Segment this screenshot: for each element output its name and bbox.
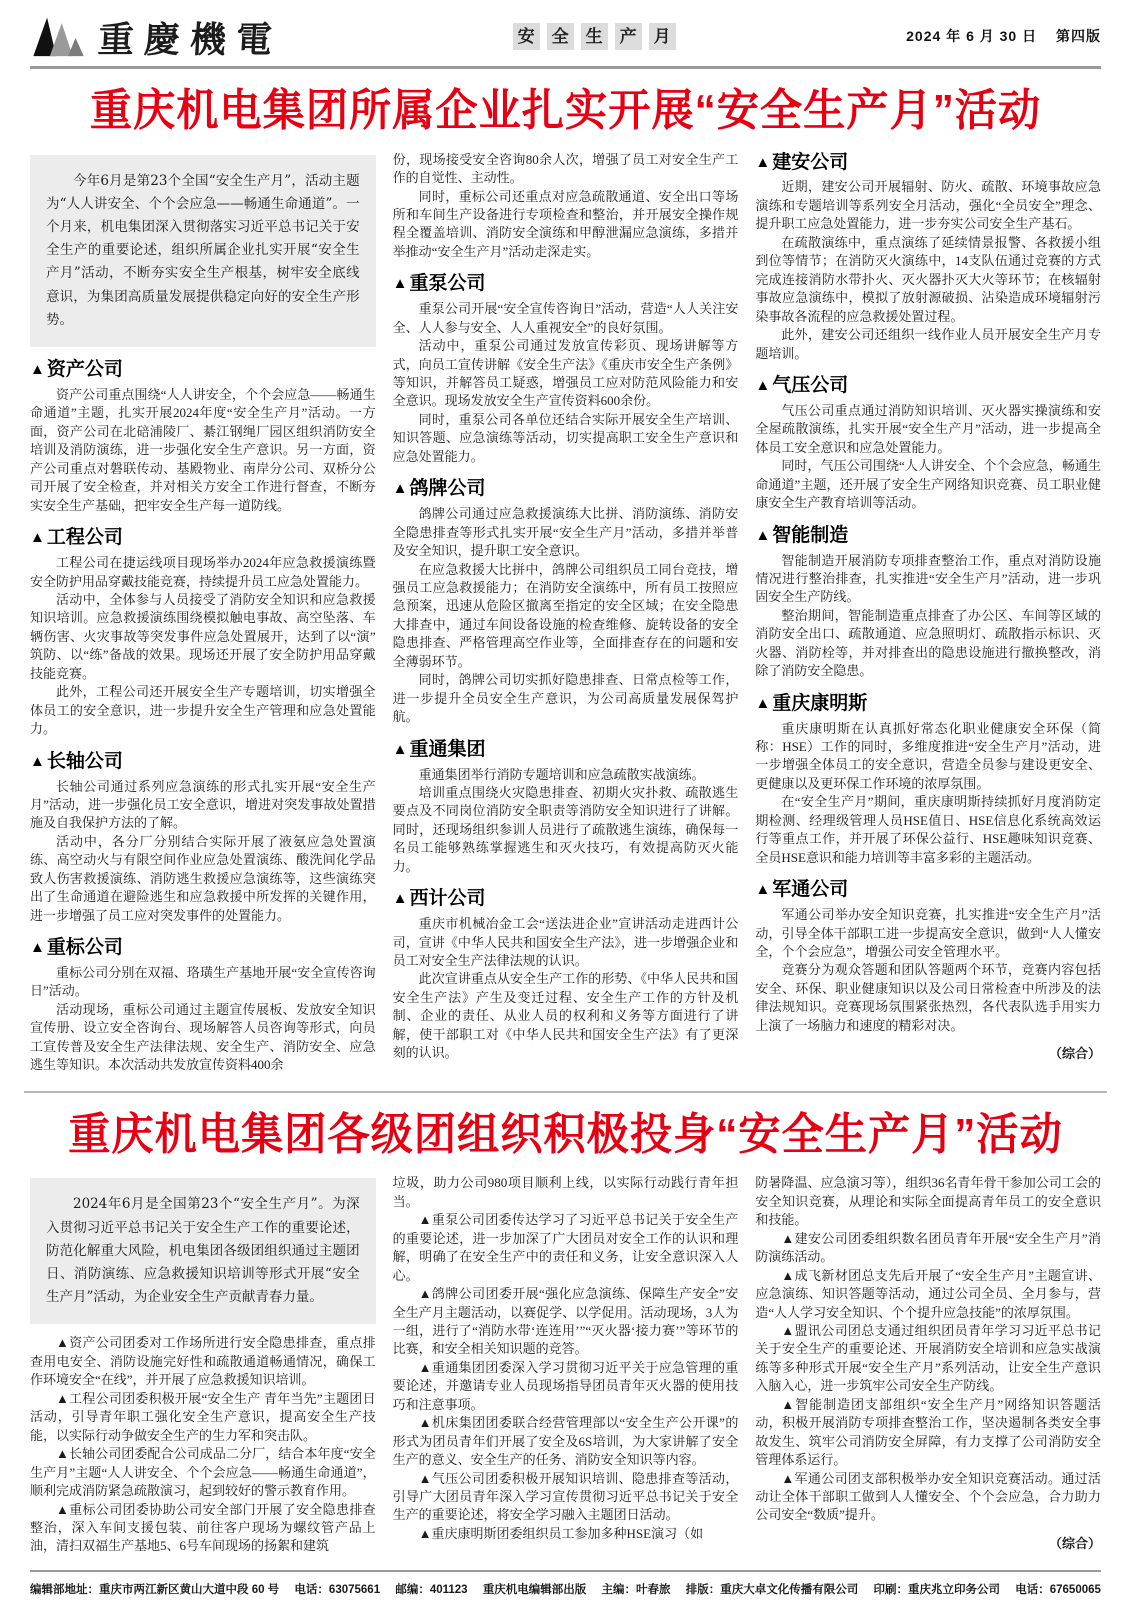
article-1-column-2: [393, 151, 739, 1075]
paragraph: 活动中，全体参与人员接受了消防安全知识和应急救援知识培训。应急救援演练围绕模拟触电事故、高空坠落、车辆伤害、火灾事故等突发事件应急处置展开，达到了以“演”筑防、以“练”备战的效果。现场还开展了安全防护用品穿戴技能竞赛。: [30, 591, 376, 681]
article-2-intro-box: [30, 1178, 376, 1324]
section-title: ▲ 重通集团: [392, 738, 486, 760]
paragraph: 重通集团举行消防专题培训和应急疏散实战演练。: [418, 766, 705, 782]
news-item: ▲气压公司团委积极开展知识培训、隐患排查等活动，引导广大团员青年深入学习宣传贯彻习近平总书记关于安全生产的重要论述，将安全学习融入主题团日活动。: [392, 1470, 739, 1523]
triangle-marker-icon: ▲: [755, 694, 771, 712]
news-item: ▲重通集团团委深入学习贯彻习近平关于应急管理的重要论述，并邀请专业人员现场指导团员青年灭火器的使用技巧和注意事项。: [392, 1359, 739, 1412]
page-footer: [30, 1570, 1101, 1597]
triangle-marker-icon: ▲: [392, 480, 408, 498]
paragraph: 近期，建安公司开展辐射、防火、疏散、环境事故应急演练和专题培训等系列安全月活动，强化“全员安全”理念、提升职工应急处置能力，进一步夯实公司安全生产基石。: [755, 179, 1102, 232]
news-item: 垃圾，助力公司980项目顺利上线，以实际行动践行青年担当。: [392, 1175, 739, 1209]
section-title: ▲ 工程公司: [30, 527, 123, 549]
paragraph: 同时，重标公司还重点对应急疏散通道、安全出口等场所和车间生产设备进行专项检查和整治，并开展安全操作规程全覆盖培训、消防安全演练和甲醇泄漏应急演练，多措并举推动“安全生产月”活动走深走实。: [392, 188, 739, 259]
triangle-marker-icon: ▲: [30, 939, 45, 957]
news-item: ▲资产公司团委对工作场所进行安全隐患排查，重点排查用电安全、消防设施完好性和疏散通道畅通情况，确保工作环境安全“在线”，并开展了应急救援知识培训。: [30, 1335, 376, 1388]
triangle-marker-icon: ▲: [30, 361, 45, 379]
triangle-marker-icon: ▲: [392, 740, 408, 758]
triangle-marker-icon: ▲: [755, 526, 771, 544]
footer-item: 电话：63075661: [294, 1583, 381, 1596]
paragraph: 智能制造开展消防专项排查整治工作，重点对消防设施情况进行整治排查，扎实推进“安全生产月”活动，进一步巩固安全生产防线。: [755, 552, 1102, 605]
issue-date: 2024 年 6 月 30 日: [906, 28, 1038, 44]
footer-item: 电话：67650065: [1015, 1583, 1101, 1596]
section-title: ▲ 鸽牌公司: [392, 478, 486, 500]
banner-char: 生: [581, 23, 608, 50]
byline: （综合）: [1049, 1046, 1102, 1062]
paragraph: 重庆康明斯在认真抓好常态化职业健康安全环保（简称：HSE）工作的同时，多维度推进“安全生产月”活动，进一步增强全体员工的安全意识，营造全员参与建设更安全、更健康以及更环保工作环境的浓厚氛围。: [755, 720, 1102, 791]
paragraph: 同时，重泵公司各单位还结合实际开展安全生产培训、知识答题、应急演练等活动，切实提高职工安全生产意识和应急处置能力。: [392, 411, 739, 464]
article-2-column-1: [30, 1174, 376, 1556]
section-title: ▲ 重庆康明斯: [755, 692, 868, 714]
triangle-marker-icon: ▲: [392, 275, 408, 293]
paragraph: 鸽牌公司通过应急救援演练大比拼、消防演练、消防安全隐患排查等形式扎实开展“安全生产月”活动，多措并举普及安全知识，提升职工安全意识。: [392, 506, 739, 559]
paragraph: 此次宣讲重点从安全生产工作的形势、《中华人民共和国安全生产法》产生及变迁过程、安全生产工作的方针及机制、企业的责任、从业人员的权利和义务等方面进行了讲解，使干部职工对《中华人民共和国安全生产法》有了更深刻的认识。: [392, 971, 739, 1061]
paragraph: 同时，气压公司围绕“人人讲安全、个个会应急，畅通生命通道”主题，还开展了安全生产网络知识竞赛、员工职业健康安全生产教育培训等活动。: [755, 458, 1102, 511]
intro-paragraph: 今年6月是第23个全国“安全生产月”，活动主题为“人人讲安全、个个会应急——畅通生命通道”。一个月来，机电集团深入贯彻落实习近平总书记关于安全生产的重要论述，组织所属企业扎实开展“安全生产月”活动，不断夯实安全生产根基，树牢安全底线意识，为集团高质量发展提供稳定向好的安全生产形势。: [46, 172, 360, 328]
paragraph: 资产公司重点围绕“人人讲安全，个个会应急——畅通生命通道”主题，扎实开展2024年度“安全生产月”活动。一方面，资产公司在北碚浦陵厂、綦江钢绳厂园区组织消防安全培训及消防演练，进一步强化安全生产意识。另一方面，资产公司重点对磐联传动、基殿物业、南岸分公司、双桥分公司开展了安全检查，并对相关方安全工作进行督查，不断夯实安全生产基础，把牢安全生产每一道防线。: [30, 387, 376, 513]
footer-item: 主编：叶春旅: [601, 1583, 671, 1596]
news-item: ▲军通公司团支部积极举办安全知识竞赛活动。通过活动让全体干部职工做到人人懂安全、个个会应急，合力助力公司安全“数质”提升。: [755, 1470, 1102, 1523]
section-title: ▲ 长轴公司: [30, 750, 123, 772]
news-item: ▲成飞新材团总支先后开展了“安全生产月”主题宣讲、应急演练、知识答题等活动，通过公司全员、全月参与，营造“人人学习安全知识、个个提升应急技能”的浓厚氛围。: [755, 1267, 1102, 1320]
paragraph: 气压公司重点通过消防知识培训、灭火器实操演练和安全屋疏散演练，扎实开展“安全生产月”活动，进一步提高全体员工安全意识和应急处置能力。: [755, 402, 1102, 455]
article-1-headline: 重庆机电集团所属企业扎实开展“安全生产月”活动: [89, 86, 1042, 135]
paragraph: 同时，鸽牌公司切实抓好隐患排查、日常点检等工作，进一步提升全员安全生产意识，为公司高质量发展保驾护航。: [392, 672, 739, 725]
paragraph: 整治期间，智能制造重点排查了办公区、车间等区域的消防安全出口、疏散通道、应急照明灯、疏散指示标识、灭火器、消防栓等，并对排查出的隐患设施进行撤换整改，消除了消防安全隐患。: [755, 607, 1102, 679]
paragraph: 活动中，重泵公司通过发放宣传彩页、现场讲解等方式，向员工宣传讲解《安全生产法》《重庆市安全生产条例》等知识，并解答员工疑惑，增强员工应对防范风险能力和安全意识。现场发放安全生产宣传资料600余份。: [392, 338, 739, 409]
banner-char: 安: [513, 23, 540, 50]
banner-char: 产: [615, 23, 642, 50]
article-2: [30, 1110, 1101, 1556]
paragraph: 此外，工程公司还开展安全生产专题培训，切实增强全体员工的安全意识，进一步提升安全生产管理和应急处置能力。: [30, 684, 376, 737]
paragraph: 在“安全生产月”期间，重庆康明斯持续抓好月度消防定期检测、经理级管理人员HSE值日、HSE信息化系统高效运行等重点工作，并开展了环保公益行、HSE趣味知识竞赛、全员HSE意识和能力培训等丰富多彩的主题活动。: [755, 794, 1102, 865]
section-title: ▲ 资产公司: [30, 359, 123, 381]
section-title: ▲ 建安公司: [755, 151, 849, 173]
paragraph: 重庆市机械冶金工会“送法进企业”宣讲活动走进西计公司，宣讲《中华人民共和国安全生产法》，进一步增强企业和员工对安全生产法律法规的认识。: [392, 916, 739, 969]
byline: （综合）: [1049, 1535, 1102, 1551]
news-item: ▲机床集团团委联合经营管理部以“安全生产公开课”的形式为团员青年们开展了安全及6S培训，为大家讲解了安全生产的意义、安全生产的任务、消防安全知识等内容。: [392, 1415, 739, 1468]
paragraph: 竞赛分为观众答题和团队答题两个环节，竞赛内容包括安全、环保、职业健康知识以及公司日常检查中所涉及的法律法规知识。竞赛现场氛围紧张热烈，各代表队选手用实力上演了一场脑力和速度的精彩对决。: [755, 962, 1102, 1033]
masthead-title: 重慶機電: [96, 19, 284, 61]
masthead: [30, 14, 284, 61]
paragraph: 重泵公司开展“安全宣传咨询日”活动，营造“人人关注安全、人人参与安全、人人重视安全”的良好氛围。: [392, 301, 739, 335]
paragraph: 份，现场接受安全咨询80余人次，增强了员工对安全生产工作的自觉性、主动性。: [392, 151, 739, 186]
article-1-column-1: [30, 151, 376, 1075]
article-2-headline: 重庆机电集团各级团组织积极投身“安全生产月”活动: [68, 1109, 1063, 1159]
intro-paragraph: 2024年6月是全国第23个“安全生产月”。为深入贯彻习近平总书记关于安全生产工作的重要论述，防范化解重大风险，机电集团各级团组织通过主题团日、消防演练、应急救援知识培训等形式开展“安全生产月”活动，为企业安全生产贡献青春力量。: [46, 1196, 360, 1306]
triangle-marker-icon: ▲: [30, 752, 45, 770]
mountain-logo-icon: [30, 14, 88, 58]
footer-item: 印刷：重庆兆立印务公司: [873, 1583, 1001, 1596]
paragraph: 此外，建安公司还组织一线作业人员开展安全生产月专题培训。: [755, 327, 1102, 361]
triangle-marker-icon: ▲: [392, 890, 408, 908]
article-separator: [24, 1091, 1107, 1093]
banner-char: 全: [547, 23, 574, 50]
news-item: ▲重庆康明斯团委组织员工参加多种HSE演习（如: [418, 1525, 704, 1541]
news-item: ▲建安公司团委组织数名团员青年开展“安全生产月”消防演练活动。: [755, 1230, 1102, 1265]
issue-info: [906, 26, 1101, 46]
article-2-column-2: [393, 1174, 739, 1556]
triangle-marker-icon: ▲: [755, 377, 771, 395]
paragraph: 培训重点围绕火灾隐患排查、初期火灾扑救、疏散逃生要点及不同岗位消防安全职责等消防安全知识进行了讲解。同时，还现场组织参训人员进行了疏散逃生演练，确保每一名员工能够熟练掌握逃生和灭火技巧，有效提高防灭火能力。: [392, 784, 739, 874]
page-header: [30, 14, 1101, 69]
footer-item: 编辑部地址：重庆市两江新区黄山大道中段 60 号: [30, 1583, 280, 1596]
section-title: ▲ 重泵公司: [392, 273, 486, 295]
footer-item: 重庆机电编辑部出版: [482, 1583, 587, 1596]
news-item: ▲重标公司团委协助公司安全部门开展了安全隐患排查整治，深入车间支援包装、前往客户现场为螺纹管产品上油，清扫双福生产基地5、6号车间现场的扬絮和建筑: [30, 1501, 376, 1554]
paragraph: 军通公司举办安全知识竞赛，扎实推进“安全生产月”活动，引导全体干部职工进一步提高安全意识，做到“人人懂安全，个个会应急”，增强公司安全管理水平。: [755, 907, 1102, 959]
news-item: ▲智能制造团支部组织“安全生产月”网络知识答题活动，积极开展消防专项排查整治工作，坚决遏制各类安全事故发生、筑牢公司消防安全屏障，有力支撑了公司消防安全管理体系运行。: [755, 1396, 1102, 1468]
news-item: ▲盟讯公司团总支通过组织团员青年学习习近平总书记关于安全生产的重要论述、开展消防安全培训和应急实战演练等多种形式开展“安全生产月”系列活动，让安全生产意识入脑入心，进一步筑牢公司安全生产防线。: [755, 1322, 1102, 1394]
section-title: ▲ 西计公司: [392, 888, 486, 910]
article-1: [30, 86, 1101, 1075]
theme-banner: [513, 23, 676, 50]
paragraph: 长轴公司通过系列应急演练的形式扎实开展“安全生产月”活动，进一步强化员工安全意识，增进对突发事故处置措施及自我保护方法的了解。: [30, 778, 376, 831]
news-item: ▲工程公司团委积极开展“安全生产 青年当先”主题团日活动，引导青年职工强化安全生产意识，提高安全生产技能，以实际行动争做安全生产的生力军和突击队。: [30, 1390, 376, 1443]
news-item: ▲鸽牌公司团委开展“强化应急演练、保障生产安全”安全生产月主题活动，以赛促学、以学促用。活动现场，3人为一组，进行了“消防水带‘连连用’”“灭火器‘接力赛’”等环节的比赛，和安全相关知识题的竞答。: [392, 1286, 739, 1357]
triangle-marker-icon: ▲: [755, 153, 771, 171]
triangle-marker-icon: ▲: [755, 881, 771, 899]
paragraph: 工程公司在捷运线项目现场举办2024年应急救援演练暨安全防护用品穿戴技能竞赛，持续提升员工应急处置能力。: [30, 555, 376, 589]
section-title: ▲ 军通公司: [755, 879, 849, 901]
article-1-intro-box: [30, 155, 376, 348]
footer-item: 邮编：401123: [395, 1583, 468, 1596]
news-item: ▲重泵公司团委传达学习了习近平总书记关于安全生产的重要论述，进一步加深了广大团员对安全工作的认识和理解，明确了在安全生产中的责任和义务，让安全意识深入人心。: [392, 1212, 739, 1283]
footer-item: 排版：重庆大卓文化传播有限公司: [685, 1583, 859, 1596]
paragraph: 在疏散演练中，重点演练了延续情景报警、各救援小组到位等情节；在消防灭火演练中，14支队伍通过竞赛的方式完成连接消防水带扑火、灭火器扑灭大火等环节；在核辐射事故应急演练中，模拟了放射源破损、沾染造成环境辐射污染事故各流程的应急救援处置过程。: [755, 234, 1102, 324]
banner-char: 月: [649, 23, 676, 50]
edition-label: 第四版: [1055, 28, 1101, 44]
section-title: ▲ 重标公司: [30, 937, 123, 959]
paragraph: 活动现场，重标公司通过主题宣传展板、发放安全知识宣传册、设立安全咨询台、现场解答人员咨询等形式，向员工宣传普及安全生产法律法规、安全生产、消防安全、应急逃生等知识。本次活动共发放宣传资料400余: [30, 1001, 376, 1073]
triangle-marker-icon: ▲: [30, 529, 45, 547]
news-item: 防暑降温、应急演习等），组织36名青年骨干参加公司工会的安全知识竞赛，从理论和实际全面提高青年员工的安全意识和技能。: [755, 1175, 1102, 1228]
article-1-column-3: [755, 151, 1101, 1075]
paragraph: 在应急救援大比拼中，鸽牌公司组织员工同台竞技，增强员工应急救援能力；在消防安全演练中，所有员工按照应急预案，迅速从危险区撤离至指定的安全区域；在安全隐患大排查中，通过车间设备设施的检查维修、旋转设备的安全隐患排查、严格管理高空作业等，全面排查存在的问题和安全薄弱环节。: [392, 561, 739, 669]
paragraph: 活动中，各分厂分别结合实际开展了液氨应急处置演练、高空动火与有限空间作业应急处置演练、酸洗间化学品致人伤害救援演练、消防逃生救援应急演练等，这些演练突出了生命通道在避险逃生和应急救援中所发挥的关键作用，进一步增强了员工应对突发事件的处置能力。: [30, 833, 376, 923]
section-title: ▲ 智能制造: [755, 524, 849, 546]
article-2-column-3: [755, 1174, 1101, 1556]
paragraph: 重标公司分别在双福、珞璜生产基地开展“安全宣传咨询日”活动。: [30, 965, 376, 999]
news-item: ▲长轴公司团委配合公司成品二分厂，结合本年度“安全生产月”主题“人人讲安全、个个会应急——畅通生命通道”，顺利完成消防紧急疏散演习，起到较好的警示教育作用。: [30, 1446, 376, 1499]
section-title: ▲ 气压公司: [755, 375, 849, 397]
